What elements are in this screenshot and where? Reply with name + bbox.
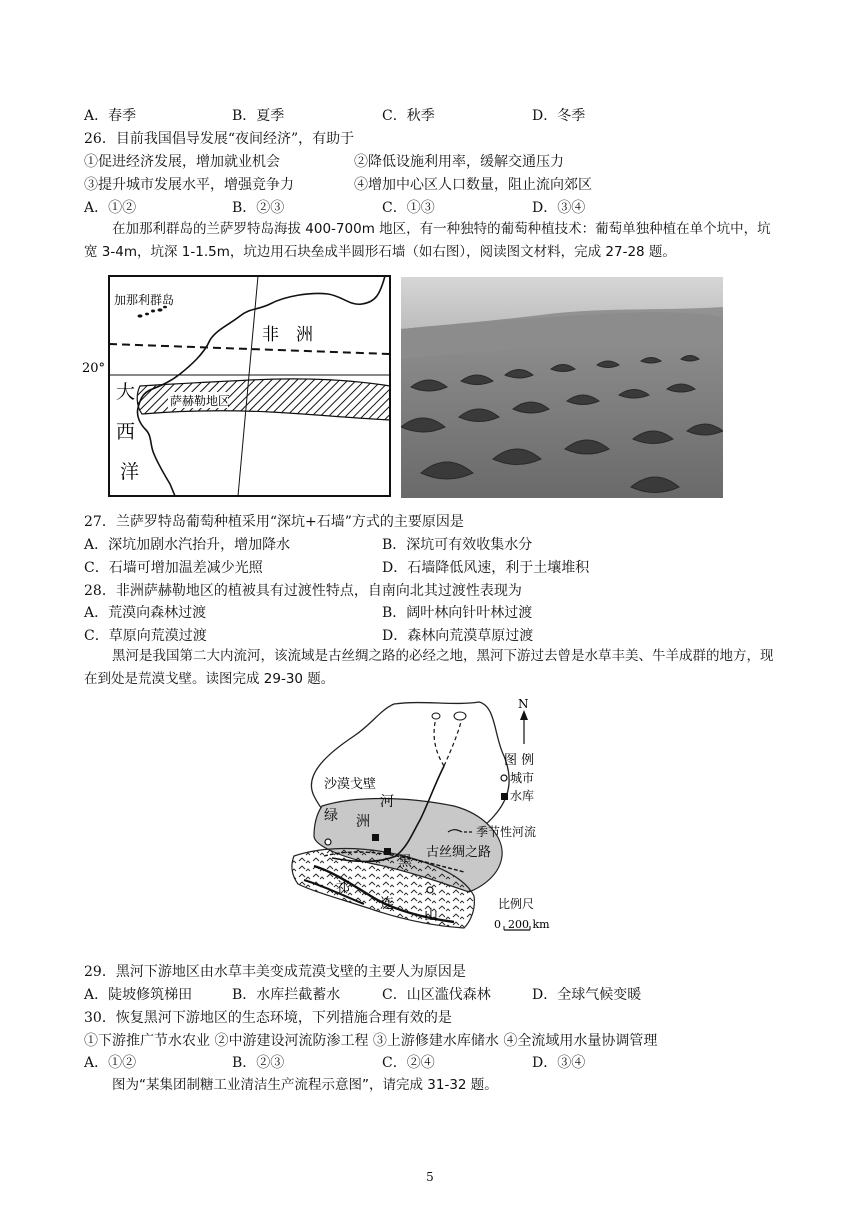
oasis-label-lv: 绿	[324, 808, 338, 824]
q26-item-1: ①促进经济发展，增加就业机会	[84, 154, 280, 170]
q25-option-d: D．冬季	[532, 108, 586, 124]
q29-stem: 29．黑河下游地区由水草丰美变成荒漠戈壁的主要人为原因是	[84, 964, 466, 980]
latitude-label: 20°	[82, 361, 106, 376]
scale-zero: 0	[494, 918, 501, 931]
mountain-label-lian: 连	[380, 896, 394, 912]
north-label: N	[518, 697, 529, 711]
mountain-label-shan: 山	[424, 908, 438, 924]
q26-option-d: D．③④	[532, 200, 586, 216]
passage-29-30: 黑河是我国第二大内流河，该流域是古丝绸之路的必经之地，黑河下游过去曾是水草丰美、牛羊成群的地方，现在到处是荒漠戈壁。读图完成 29-30 题。	[84, 648, 774, 687]
q27-option-c: C．石墙可增加温差减少光照	[84, 560, 263, 576]
q29-option-d: D．全球气候变暖	[532, 987, 642, 1003]
q26-item-4: ④增加中心区人口数量，阻止流向郊区	[354, 177, 592, 193]
q27-option-d: D．石墙降低风速，利于土壤堆积	[382, 560, 590, 576]
q26-item-2: ②降低设施利用率，缓解交通压力	[354, 154, 564, 170]
q29-option-c: C．山区滥伐森林	[382, 987, 491, 1003]
q28-option-d: D．森林向荒漠草原过渡	[382, 628, 534, 644]
q30-option-b: B．②③	[232, 1055, 285, 1071]
ocean-label-2: 西	[116, 421, 136, 443]
q30-option-a: A．①②	[84, 1055, 137, 1071]
africa-map	[80, 274, 392, 498]
scale-title: 比例尺	[498, 897, 535, 911]
ocean-label-1: 大	[116, 381, 136, 403]
page-number: 5	[426, 1170, 434, 1184]
q26-option-c: C．①③	[382, 200, 435, 216]
q26-stem: 26．目前我国倡导发展“夜间经济”，有助于	[84, 131, 355, 147]
q26-option-a: A．①②	[84, 200, 137, 216]
legend-reservoir: 水库	[510, 789, 535, 803]
q27-stem: 27．兰萨罗特岛葡萄种植采用“深坑+石墙”方式的主要原因是	[84, 514, 464, 530]
heihe-map	[284, 696, 584, 944]
legend-title: 图 例	[504, 753, 535, 768]
vineyard-photo	[401, 277, 723, 498]
q27-option-a: A．深坑加剧水汽抬升，增加降水	[84, 537, 291, 553]
q25-option-c: C．秋季	[382, 108, 435, 124]
ocean-label-3: 洋	[120, 461, 140, 483]
q28-stem: 28．非洲萨赫勒地区的植被具有过渡性特点，自南向北其过渡性表现为	[84, 583, 522, 599]
passage-31-32: 图为“某集团制糖工业清洁生产流程示意图”，请完成 31-32 题。	[112, 1077, 498, 1093]
scale-200: 200 km	[508, 918, 550, 931]
q29-option-b: B．水库拦截蓄水	[232, 987, 341, 1003]
q28-option-a: A．荒漠向森林过渡	[84, 605, 207, 621]
river-label-hei: 黑	[398, 854, 412, 870]
sahel-label: 萨赫勒地区	[170, 394, 231, 408]
q27-option-b: B．深坑可有效收集水分	[382, 537, 533, 553]
q28-option-b: B．阔叶林向针叶林过渡	[382, 605, 533, 621]
canary-islands-label: 加那利群岛	[114, 293, 175, 307]
passage-27-28: 在加那利群岛的兰萨罗特岛海拔 400-700m 地区，有一种独特的葡萄种植技术：葡萄单独种植在单个坑中，坑宽 3-4m，坑深 1-1.5m，坑边用石块垒成半圆形石墙（如右图），阅读图文材料，完成 27-28 题。	[84, 221, 771, 260]
q28-option-c: C．草原向荒漠过渡	[84, 628, 207, 644]
oasis-label-zhou: 洲	[356, 814, 370, 830]
q30-option-c: C．②④	[382, 1055, 435, 1071]
q30-stem: 30．恢复黑河下游地区的生态环境，下列措施合理有效的是	[84, 1010, 452, 1026]
river-label-he: 河	[380, 794, 394, 810]
q26-option-b: B．②③	[232, 200, 285, 216]
desert-label: 沙漠戈壁	[324, 777, 377, 792]
legend-seasonal-river: 季节性河流	[476, 825, 537, 839]
q30-option-d: D．③④	[532, 1055, 586, 1071]
silk-road-label: 古丝绸之路	[426, 845, 492, 860]
q25-option-b: B．夏季	[232, 108, 285, 124]
mountain-label-qi: 祁	[336, 880, 350, 896]
q29-option-a: A．陡坡修筑梯田	[84, 987, 193, 1003]
q26-item-3: ③提升城市发展水平，增强竞争力	[84, 177, 294, 193]
q30-items: ①下游推广节水农业 ②中游建设河流防渗工程 ③上游修建水库储水 ④全流域用水量协调管理	[84, 1033, 658, 1049]
africa-label: 非 洲	[262, 325, 313, 345]
legend-city: 城市	[510, 771, 535, 785]
q25-option-a: A．春季	[84, 108, 137, 124]
